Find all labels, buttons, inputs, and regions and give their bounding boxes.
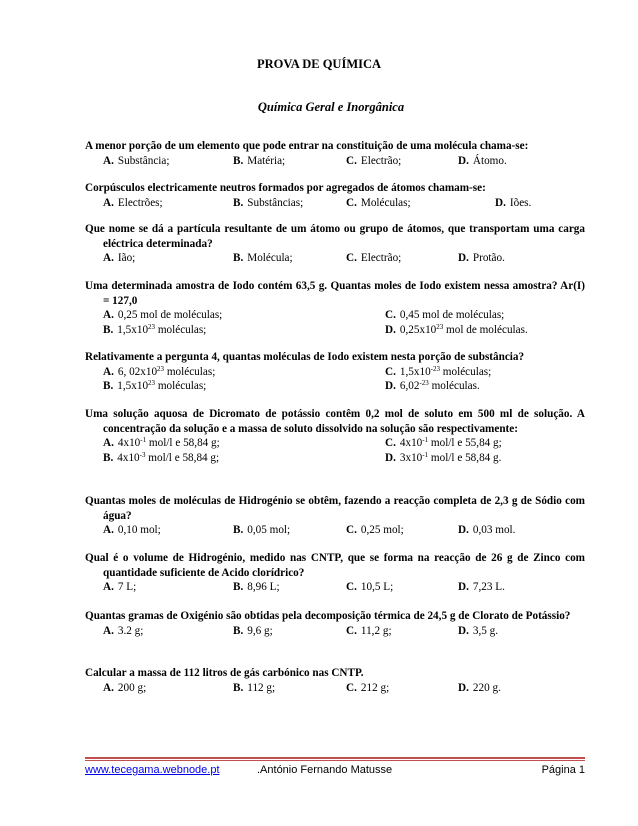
page-title: PROVA DE QUÍMICA: [256, 57, 382, 71]
option-c: C. 10,5 L;: [346, 581, 394, 594]
question-text: A menor porção de um elemento que pode entrar na constituição de uma molécula chama-se:: [85, 140, 529, 152]
question-7: [85, 494, 585, 538]
option-d: D. 3,5 g.: [458, 624, 499, 637]
option-c: C. 212 g;: [346, 681, 390, 694]
option-b: B. 0,05 mol;: [233, 524, 291, 537]
question-text: Relativamente a pergunta 4, quantas moléculas de Iodo existem nesta porção de substância?: [85, 351, 525, 363]
option-d: D. 7,23 L.: [458, 581, 505, 594]
question-text: Uma solução aquosa de Dicromato de potássio contêm 0,2 mol de soluto em 500 ml de solução. A concentração da solução e a massa de soluto dissolvido na solução são respectivamente:: [85, 408, 585, 435]
page-subtitle: Química Geral e Inorgânica: [257, 100, 405, 114]
option-d: D. 0,03 mol.: [458, 524, 516, 537]
option-b: B. 8,96 L;: [233, 581, 280, 594]
question-text: Calcular a massa de 112 litros de gás carbónico nas CNTP.: [85, 667, 364, 679]
question-9: [85, 609, 585, 638]
option-a: A. 3.2 g;: [103, 624, 144, 637]
option-c: C. 0,45 mol de moléculas;: [385, 309, 505, 322]
option-a: A. 0,10 mol;: [103, 524, 161, 537]
option-b: B. $1,5x10^{23}$ moléculas;: [103, 379, 207, 393]
option-b: B. $4x10^{-3}$ mol/l e 58,84 g;: [103, 450, 220, 464]
question-8: [85, 551, 585, 595]
option-b: B. $1,5x10^{23}$ moléculas;: [103, 322, 207, 336]
option-c: C. 11,2 g;: [346, 624, 392, 637]
option-d: D. 220 g.: [458, 681, 501, 694]
option-a: A. Electrões;: [103, 196, 163, 209]
option-c: C. Electrão;: [346, 154, 402, 167]
option-b: B. Molécula;: [233, 252, 293, 265]
question-text: Que nome se dá a partícula resultante de um átomo ou grupo de átomos, que transportam uma carga eléctrica determinada?: [85, 223, 585, 250]
question-4: [85, 279, 585, 337]
option-a: A. 7 L;: [103, 581, 137, 594]
page-footer: [85, 764, 585, 780]
option-a: A. 6, $02x10^{23}$ moléculas;: [103, 364, 216, 378]
author-name: .António Fernando Matusse: [257, 764, 393, 776]
question-6: [85, 407, 585, 465]
option-a: A. Ião;: [103, 252, 136, 265]
option-a: A. 200 g;: [103, 681, 147, 694]
page-number: Página 1: [541, 764, 585, 776]
option-c: C. Electrão;: [346, 252, 402, 265]
option-a: A. $4x10^{-1}$ mol/l e 58,84 g;: [103, 436, 220, 450]
footer-divider-thin: [85, 760, 585, 761]
option-c: C. $4x10^{-1}$ mol/l e 55,84 g;: [385, 436, 502, 450]
question-text: Quantas moles de moléculas de Hidrogénio se obtêm, fazendo a reacção completa de 2,3 g de Sódio com água?: [85, 495, 585, 522]
question-3: [85, 222, 585, 266]
option-b: B. Substâncias;: [233, 196, 304, 209]
question-10: [85, 666, 585, 695]
option-d: D. $0,25x10^{23}$ mol de moléculas.: [385, 322, 528, 336]
website-link[interactable]: www.tecegama.webnode.pt: [85, 764, 220, 776]
footer-divider: [85, 757, 585, 759]
question-text: Uma determinada amostra de Iodo contém 63,5 g. Quantas moles de Iodo existem nessa amostra? Ar(I) = 127,0: [85, 280, 585, 307]
option-b: B. 112 g;: [233, 681, 276, 694]
question-text: Quantas gramas de Oxigénio são obtidas pela decomposição térmica de 24,5 g de Clorato de Potássio?: [85, 610, 571, 622]
question-5: [85, 350, 585, 394]
question-text: Qual é o volume de Hidrogénio, medido nas CNTP, que se forma na reacção de 26 g de Zinco com quantidade suficiente de Acido clorídrico?: [85, 552, 585, 579]
option-d: D. Iões.: [495, 196, 532, 209]
option-c: C. 0,25 mol;: [346, 524, 404, 537]
option-d: D. $3x10^{-1}$ mol/l e 58,84 g.: [385, 450, 502, 464]
option-d: D. Átomo.: [458, 154, 507, 167]
option-a: A. Substância;: [103, 154, 170, 167]
option-c: C. $1,5x10^{-23}$ moléculas;: [385, 364, 492, 378]
option-b: B. 9,6 g;: [233, 624, 273, 637]
option-b: B. Matéria;: [233, 154, 286, 167]
question-1: [85, 139, 585, 168]
option-c: C. Moléculas;: [346, 196, 411, 209]
option-a: A. 0,25 mol de moléculas;: [103, 309, 223, 322]
question-2: [85, 181, 585, 210]
question-text: Corpúsculos electricamente neutros formados por agregados de átomos chamam-se:: [85, 182, 486, 194]
option-d: D. $6,02^{-23}$ moléculas.: [385, 379, 480, 393]
option-d: D. Protão.: [458, 252, 505, 265]
